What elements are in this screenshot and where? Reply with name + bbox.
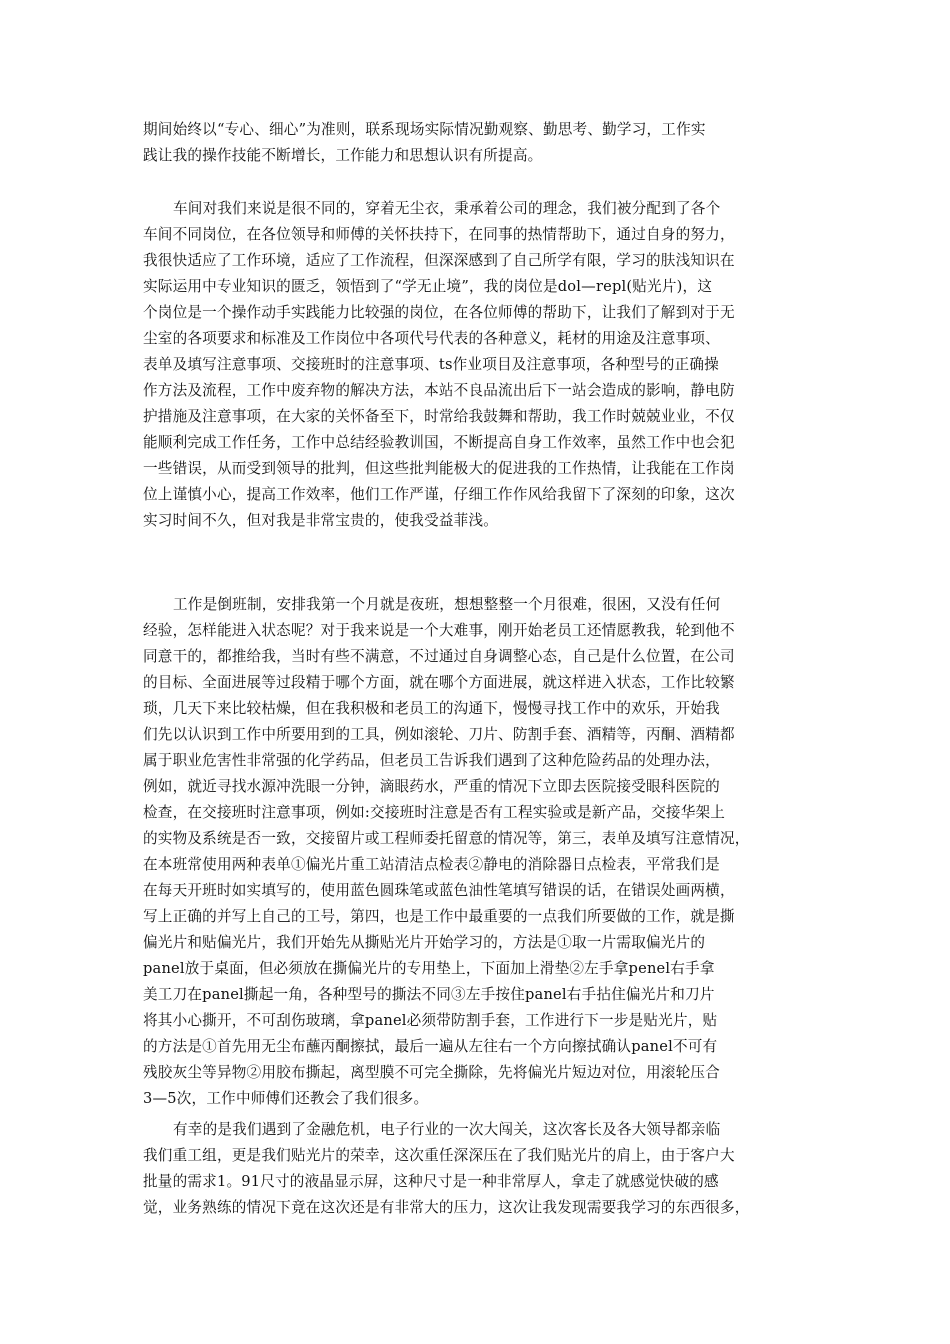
text-line: 能顺利完成工作任务，工作中总结经验教训国，不断提高自身工作效率，虽然工作中也会犯	[143, 434, 735, 451]
text-line: 例如，就近寻找水源冲洗眼一分钟，滴眼药水，严重的情况下立即去医院接受眼科医院的	[143, 778, 720, 795]
text-line: 位上谨慎小心，提高工作效率，他们工作严谨，仔细工作作风给我留下了深刻的印象，这次	[143, 486, 735, 503]
text-line: 践让我的操作技能不断增长，工作能力和思想认识有所提高。	[143, 147, 543, 164]
text-line: 在每天开班时如实填写的，使用蓝色圆珠笔或蓝色油性笔填写错误的话，在错误处画两横，	[143, 882, 735, 899]
text-line: 的方法是①首先用无尘布蘸丙酮擦拭，最后一遍从左往右一个方向擦拭确认panel不可有	[143, 1038, 718, 1055]
text-line: 的实物及系统是否一致，交接留片或工程师委托留意的情况等，第三，表单及填写注意情况，	[143, 830, 750, 847]
text-line: 个岗位是一个操作动手实践能力比较强的岗位，在各位师傅的帮助下，让我们了解到对于无	[143, 304, 735, 321]
text-line: 在本班常使用两种表单①偏光片重工站清洁点检表②静电的消除器日点检表，平常我们是	[143, 856, 720, 873]
text-line: 我很快适应了工作环境，适应了工作流程，但深深感到了自己所学有限，学习的肤浅知识在	[143, 252, 735, 269]
text-line: 3—5次，工作中师傅们还教会了我们很多。	[143, 1090, 429, 1107]
text-line: 美工刀在panel撕起一角，各种型号的撕法不同③左手按住panel右手拈住偏光片和刀片	[143, 986, 715, 1003]
text-line: 经验，怎样能进入状态呢？对于我来说是一个大难事，刚开始老员工还情愿教我，轮到他不	[143, 622, 735, 639]
text-line: 写上正确的并写上自己的工号，第四，也是工作中最重要的一点我们所要做的工作，就是撕	[143, 908, 735, 925]
text-line: 实习时间不久，但对我是非常宝贵的，使我受益菲浅。	[143, 512, 499, 529]
text-line: 护措施及注意事项，在大家的关怀备至下，时常给我鼓舞和帮助，我工作时兢兢业业，不仅	[143, 408, 735, 425]
text-line: 批量的需求1。91尺寸的液晶显示屏，这种尺寸是一种非常厚人，拿走了就感觉快破的感	[143, 1173, 719, 1190]
text-line: 有幸的是我们遇到了金融危机，电子行业的一次大闯关，这次客长及各大领导都亲临	[173, 1121, 721, 1138]
text-line: 作方法及流程，工作中废弃物的解决方法，本站不良品流出后下一站会造成的影响，静电防	[143, 382, 735, 399]
paragraph-4	[143, 1117, 811, 1221]
text-line: 车间对我们来说是很不同的，穿着无尘衣，秉承着公司的理念，我们被分配到了各个	[173, 200, 721, 217]
paragraph-3	[143, 592, 811, 1112]
text-line: 属于职业危害性非常强的化学药品，但老员工告诉我们遇到了这种危险药品的处理办法，	[143, 752, 720, 769]
text-line: 的目标、全面进展等过段精于哪个方面，就在哪个方面进展，就这样进入状态，工作比较繁	[143, 674, 735, 691]
text-line: 们先以认识到工作中所要用到的工具，例如滚轮、刀片、防割手套、酒精等，丙酮、酒精都	[143, 726, 735, 743]
text-line: 同意干的，都推给我，当时有些不满意，不过通过自身调整心态，自己是什么位置，在公司	[143, 648, 735, 665]
text-line: 将其小心撕开，不可刮伤玻璃，拿panel必须带防割手套，工作进行下一步是贴光片，贴	[143, 1012, 718, 1029]
text-line: 琐，几天下来比较枯燥，但在我积极和老员工的沟通下，慢慢寻找工作中的欢乐，开始我	[143, 700, 720, 717]
paragraph-2	[143, 196, 811, 534]
text-line: 检查，在交接班时注意事项，例如:交接班时注意是否有工程实验或是新产品，交接华架上	[143, 804, 726, 821]
text-line: 一些错误，从而受到领导的批判，但这些批判能极大的促进我的工作热情，让我能在工作岗	[143, 460, 735, 477]
text-line: 工作是倒班制，安排我第一个月就是夜班，想想整整一个月很难，很困，又没有任何	[173, 596, 721, 613]
text-line: panel放于桌面，但必须放在撕偏光片的专用垫上，下面加上滑垫②左手拿penel右手拿	[143, 960, 715, 977]
paragraph-1	[143, 117, 811, 169]
text-line: 尘室的各项要求和标准及工作岗位中各项代号代表的各种意义，耗材的用途及注意事项、	[143, 330, 720, 347]
text-line: 表单及填写注意事项、交接班时的注意事项、ts作业项目及注意事项，各种型号的正确操	[143, 356, 719, 373]
text-line: 我们重工组，更是我们贴光片的荣幸，这次重任深深压在了我们贴光片的肩上，由于客户大	[143, 1147, 735, 1164]
text-line: 实际运用中专业知识的匮乏，领悟到了“学无止境”，我的岗位是dol—repl(贴光片)，这	[143, 278, 713, 295]
text-line: 车间不同岗位，在各位领导和师傅的关怀扶持下，在同事的热情帮助下，通过自身的努力，	[143, 226, 735, 243]
text-line: 偏光片和贴偏光片，我们开始先从撕贴光片开始学习的，方法是①取一片需取偏光片的	[143, 934, 706, 951]
text-line: 残胶灰尘等异物②用胶布撕起，离型膜不可完全撕除，先将偏光片短边对位，用滚轮压合	[143, 1064, 720, 1081]
text-line: 期间始终以“专心、细心”为准则，联系现场实际情况勤观察、勤思考、勤学习，工作实	[143, 121, 706, 138]
text-line: 觉，业务熟练的情况下竟在这次还是有非常大的压力，这次让我发现需要我学习的东西很多，	[143, 1199, 750, 1216]
